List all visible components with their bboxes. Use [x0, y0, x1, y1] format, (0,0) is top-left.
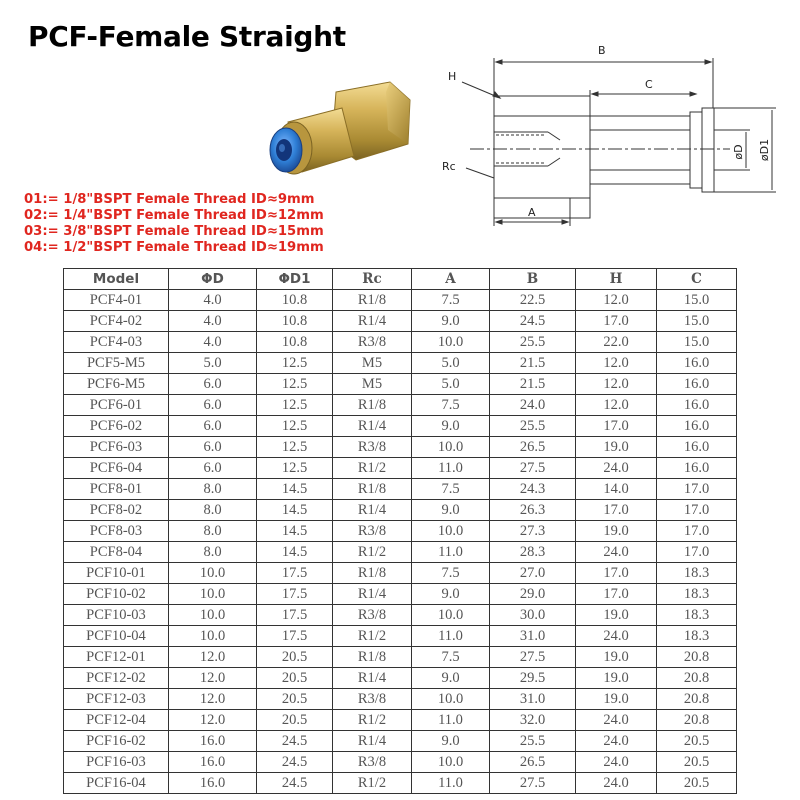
table-cell: 16.0 [657, 416, 737, 437]
table-cell: 24.5 [257, 731, 333, 752]
table-cell: R1/4 [333, 668, 412, 689]
table-body [64, 290, 737, 794]
table-cell: 8.0 [169, 500, 257, 521]
table-cell: 17.5 [257, 563, 333, 584]
table-cell: 5.0 [169, 353, 257, 374]
table-cell: 24.0 [576, 458, 657, 479]
table-cell: 4.0 [169, 290, 257, 311]
table-cell: 16.0 [657, 395, 737, 416]
table-cell: 14.0 [576, 479, 657, 500]
table-cell: 10.0 [169, 563, 257, 584]
technical-drawing [430, 38, 792, 228]
table-row [64, 395, 737, 416]
table-cell: 20.5 [657, 731, 737, 752]
table-row [64, 773, 737, 794]
table-cell: PCF8-02 [64, 500, 169, 521]
table-cell: 24.0 [576, 542, 657, 563]
table-cell: R1/2 [333, 542, 412, 563]
dim-label-h: H [448, 70, 457, 83]
dim-label-b: B [598, 44, 606, 57]
column-header-b: B [490, 269, 576, 290]
table-row [64, 416, 737, 437]
table-cell: 12.0 [169, 647, 257, 668]
table-cell: PCF10-04 [64, 626, 169, 647]
table-cell: 8.0 [169, 479, 257, 500]
table-cell: 25.5 [490, 416, 576, 437]
table-cell: R1/4 [333, 731, 412, 752]
table-cell: 17.0 [657, 521, 737, 542]
dim-label-a: A [528, 206, 536, 219]
table-cell: 17.0 [576, 311, 657, 332]
table-cell: 6.0 [169, 416, 257, 437]
table-cell: 26.3 [490, 500, 576, 521]
table-cell: 24.3 [490, 479, 576, 500]
table-cell: M5 [333, 353, 412, 374]
table-cell: R1/8 [333, 479, 412, 500]
table-cell: R3/8 [333, 521, 412, 542]
table-cell: 11.0 [412, 710, 490, 731]
table-cell: 20.5 [657, 752, 737, 773]
table-row [64, 311, 737, 332]
column-header-a: A [412, 269, 490, 290]
table-cell: 10.0 [169, 626, 257, 647]
table-cell: 12.0 [576, 395, 657, 416]
table-cell: 24.0 [576, 626, 657, 647]
table-cell: 12.5 [257, 374, 333, 395]
table-row [64, 332, 737, 353]
table-row [64, 647, 737, 668]
table-row [64, 458, 737, 479]
table-cell: 21.5 [490, 374, 576, 395]
table-cell: R3/8 [333, 752, 412, 773]
table-cell: PCF16-04 [64, 773, 169, 794]
table-row [64, 290, 737, 311]
table-cell: PCF12-02 [64, 668, 169, 689]
table-cell: PCF4-02 [64, 311, 169, 332]
table-cell: 30.0 [490, 605, 576, 626]
table-cell: 25.5 [490, 332, 576, 353]
table-row [64, 500, 737, 521]
column-header-model: Model [64, 269, 169, 290]
table-cell: R1/8 [333, 563, 412, 584]
table-cell: 24.0 [576, 731, 657, 752]
table-cell: 22.0 [576, 332, 657, 353]
table-cell: 17.0 [576, 416, 657, 437]
table-cell: 31.0 [490, 626, 576, 647]
table-cell: 5.0 [412, 353, 490, 374]
table-cell: 7.5 [412, 395, 490, 416]
table-cell: R1/2 [333, 773, 412, 794]
table-cell: 12.0 [576, 290, 657, 311]
table-cell: PCF4-03 [64, 332, 169, 353]
table-cell: 22.5 [490, 290, 576, 311]
fitting-photo [258, 78, 418, 190]
table-cell: 17.0 [657, 479, 737, 500]
table-cell: 12.0 [169, 710, 257, 731]
table-cell: 12.0 [576, 374, 657, 395]
table-cell: 19.0 [576, 647, 657, 668]
column-header-od1: ΦD1 [257, 269, 333, 290]
table-row [64, 542, 737, 563]
dim-label-rc: Rc [442, 160, 456, 173]
table-cell: 10.0 [412, 752, 490, 773]
table-cell: PCF6-01 [64, 395, 169, 416]
table-cell: 11.0 [412, 458, 490, 479]
table-cell: PCF8-04 [64, 542, 169, 563]
table-cell: R1/8 [333, 647, 412, 668]
table-cell: 11.0 [412, 626, 490, 647]
table-cell: 10.0 [169, 584, 257, 605]
table-row [64, 437, 737, 458]
table-cell: PCF12-01 [64, 647, 169, 668]
table-row [64, 605, 737, 626]
table-header-row [64, 269, 737, 290]
table-cell: 7.5 [412, 479, 490, 500]
table-cell: R1/4 [333, 311, 412, 332]
table-cell: 12.0 [169, 689, 257, 710]
table-cell: 16.0 [657, 353, 737, 374]
table-cell: 9.0 [412, 731, 490, 752]
table-cell: 16.0 [657, 437, 737, 458]
table-cell: 10.0 [412, 437, 490, 458]
table-cell: PCF16-03 [64, 752, 169, 773]
table-cell: 17.0 [576, 500, 657, 521]
table-cell: 10.8 [257, 311, 333, 332]
table-cell: PCF8-01 [64, 479, 169, 500]
table-row [64, 626, 737, 647]
table-cell: 24.5 [257, 752, 333, 773]
table-cell: 9.0 [412, 668, 490, 689]
table-cell: PCF6-M5 [64, 374, 169, 395]
table-row [64, 710, 737, 731]
table-cell: 28.3 [490, 542, 576, 563]
table-cell: 25.5 [490, 731, 576, 752]
table-cell: 18.3 [657, 563, 737, 584]
table-cell: 24.0 [490, 395, 576, 416]
table-cell: 18.3 [657, 626, 737, 647]
table-row [64, 668, 737, 689]
table-cell: 12.5 [257, 353, 333, 374]
table-cell: 10.0 [412, 332, 490, 353]
column-header-od: ΦD [169, 269, 257, 290]
table-cell: 12.5 [257, 416, 333, 437]
table-cell: R3/8 [333, 689, 412, 710]
table-cell: 24.5 [490, 311, 576, 332]
table-cell: 12.0 [169, 668, 257, 689]
table-cell: 15.0 [657, 332, 737, 353]
table-cell: 8.0 [169, 542, 257, 563]
table-cell: 9.0 [412, 500, 490, 521]
dim-label-od1: øD1 [758, 138, 771, 162]
thread-notes [24, 192, 324, 256]
table-cell: 32.0 [490, 710, 576, 731]
table-cell: 6.0 [169, 437, 257, 458]
table-row [64, 353, 737, 374]
table-cell: R1/2 [333, 458, 412, 479]
dim-label-c: C [645, 78, 653, 91]
table-cell: PCF10-02 [64, 584, 169, 605]
table-cell: 19.0 [576, 521, 657, 542]
table-cell: PCF8-03 [64, 521, 169, 542]
table-cell: R1/4 [333, 500, 412, 521]
table-cell: R1/4 [333, 416, 412, 437]
table-cell: R3/8 [333, 605, 412, 626]
thread-note: 04:= 1/2"BSPT Female Thread ID≈19mm [24, 240, 324, 255]
table-cell: PCF6-02 [64, 416, 169, 437]
table-cell: PCF12-04 [64, 710, 169, 731]
spec-table [63, 268, 737, 794]
table-cell: 20.8 [657, 668, 737, 689]
table-cell: 27.5 [490, 773, 576, 794]
table-row [64, 563, 737, 584]
table-cell: 29.0 [490, 584, 576, 605]
table-cell: 17.5 [257, 626, 333, 647]
table-cell: 12.5 [257, 437, 333, 458]
table-cell: 6.0 [169, 374, 257, 395]
table-cell: 14.5 [257, 479, 333, 500]
table-cell: 16.0 [169, 773, 257, 794]
table-cell: 15.0 [657, 290, 737, 311]
table-cell: 11.0 [412, 542, 490, 563]
column-header-rc: Rc [333, 269, 412, 290]
table-cell: 12.5 [257, 395, 333, 416]
table-cell: 20.5 [257, 689, 333, 710]
table-row [64, 752, 737, 773]
table-cell: 17.0 [576, 584, 657, 605]
table-cell: 7.5 [412, 563, 490, 584]
table-cell: 19.0 [576, 605, 657, 626]
table-cell: 24.0 [576, 773, 657, 794]
table-row [64, 479, 737, 500]
table-cell: 12.0 [576, 353, 657, 374]
table-cell: 18.3 [657, 605, 737, 626]
table-cell: 26.5 [490, 752, 576, 773]
table-cell: 19.0 [576, 437, 657, 458]
table-cell: 17.5 [257, 605, 333, 626]
table-cell: 4.0 [169, 332, 257, 353]
table-cell: 20.5 [257, 647, 333, 668]
table-cell: 10.0 [412, 605, 490, 626]
table-cell: 21.5 [490, 353, 576, 374]
table-cell: 19.0 [576, 689, 657, 710]
table-cell: R1/8 [333, 290, 412, 311]
table-cell: 20.8 [657, 647, 737, 668]
table-cell: 11.0 [412, 773, 490, 794]
table-cell: 14.5 [257, 500, 333, 521]
table-cell: 4.0 [169, 311, 257, 332]
table-cell: PCF12-03 [64, 689, 169, 710]
table-cell: 14.5 [257, 521, 333, 542]
table-row [64, 374, 737, 395]
table-cell: PCF4-01 [64, 290, 169, 311]
table-cell: PCF5-M5 [64, 353, 169, 374]
table-cell: 14.5 [257, 542, 333, 563]
table-cell: 16.0 [657, 458, 737, 479]
column-header-h: H [576, 269, 657, 290]
table-cell: 29.5 [490, 668, 576, 689]
table-cell: 18.3 [657, 584, 737, 605]
table-cell: 27.5 [490, 647, 576, 668]
table-cell: 7.5 [412, 290, 490, 311]
table-cell: 27.0 [490, 563, 576, 584]
table-cell: PCF10-03 [64, 605, 169, 626]
table-cell: 31.0 [490, 689, 576, 710]
table-cell: 7.5 [412, 647, 490, 668]
table-cell: 20.8 [657, 689, 737, 710]
table-cell: 27.5 [490, 458, 576, 479]
thread-note: 02:= 1/4"BSPT Female Thread ID≈12mm [24, 208, 324, 223]
table-row [64, 584, 737, 605]
table-cell: R1/2 [333, 626, 412, 647]
table-cell: R1/2 [333, 710, 412, 731]
table-cell: 26.5 [490, 437, 576, 458]
table-cell: 12.5 [257, 458, 333, 479]
table-cell: 27.3 [490, 521, 576, 542]
table-cell: R1/8 [333, 395, 412, 416]
table-cell: 8.0 [169, 521, 257, 542]
table-cell: PCF10-01 [64, 563, 169, 584]
table-cell: 24.0 [576, 752, 657, 773]
table-cell: 10.8 [257, 290, 333, 311]
dim-label-od: øD [732, 144, 745, 160]
page-title: PCF-Female Straight [28, 20, 346, 53]
column-header-c: C [657, 269, 737, 290]
table-cell: R1/4 [333, 584, 412, 605]
table-cell: 5.0 [412, 374, 490, 395]
table-cell: 20.5 [657, 773, 737, 794]
table-cell: PCF6-04 [64, 458, 169, 479]
table-cell: 20.5 [257, 668, 333, 689]
table-cell: 15.0 [657, 311, 737, 332]
thread-note: 03:= 3/8"BSPT Female Thread ID≈15mm [24, 224, 324, 239]
table-cell: M5 [333, 374, 412, 395]
table-cell: 24.5 [257, 773, 333, 794]
table-cell: 10.0 [169, 605, 257, 626]
table-cell: PCF16-02 [64, 731, 169, 752]
table-cell: 9.0 [412, 416, 490, 437]
table-cell: 17.0 [576, 563, 657, 584]
thread-note: 01:= 1/8"BSPT Female Thread ID≈9mm [24, 192, 315, 207]
table-cell: 20.5 [257, 710, 333, 731]
table-cell: 17.0 [657, 542, 737, 563]
table-cell: PCF6-03 [64, 437, 169, 458]
table-cell: 24.0 [576, 710, 657, 731]
table-cell: 16.0 [169, 752, 257, 773]
table-cell: 10.8 [257, 332, 333, 353]
table-cell: R3/8 [333, 437, 412, 458]
table-cell: 17.0 [657, 500, 737, 521]
table-cell: 19.0 [576, 668, 657, 689]
table-cell: 17.5 [257, 584, 333, 605]
table-cell: 10.0 [412, 521, 490, 542]
table-cell: R3/8 [333, 332, 412, 353]
table-cell: 10.0 [412, 689, 490, 710]
table-row [64, 521, 737, 542]
table-row [64, 731, 737, 752]
table-cell: 6.0 [169, 458, 257, 479]
table-cell: 16.0 [169, 731, 257, 752]
table-cell: 9.0 [412, 584, 490, 605]
table-cell: 9.0 [412, 311, 490, 332]
table-cell: 6.0 [169, 395, 257, 416]
table-cell: 20.8 [657, 710, 737, 731]
table-row [64, 689, 737, 710]
table-cell: 16.0 [657, 374, 737, 395]
